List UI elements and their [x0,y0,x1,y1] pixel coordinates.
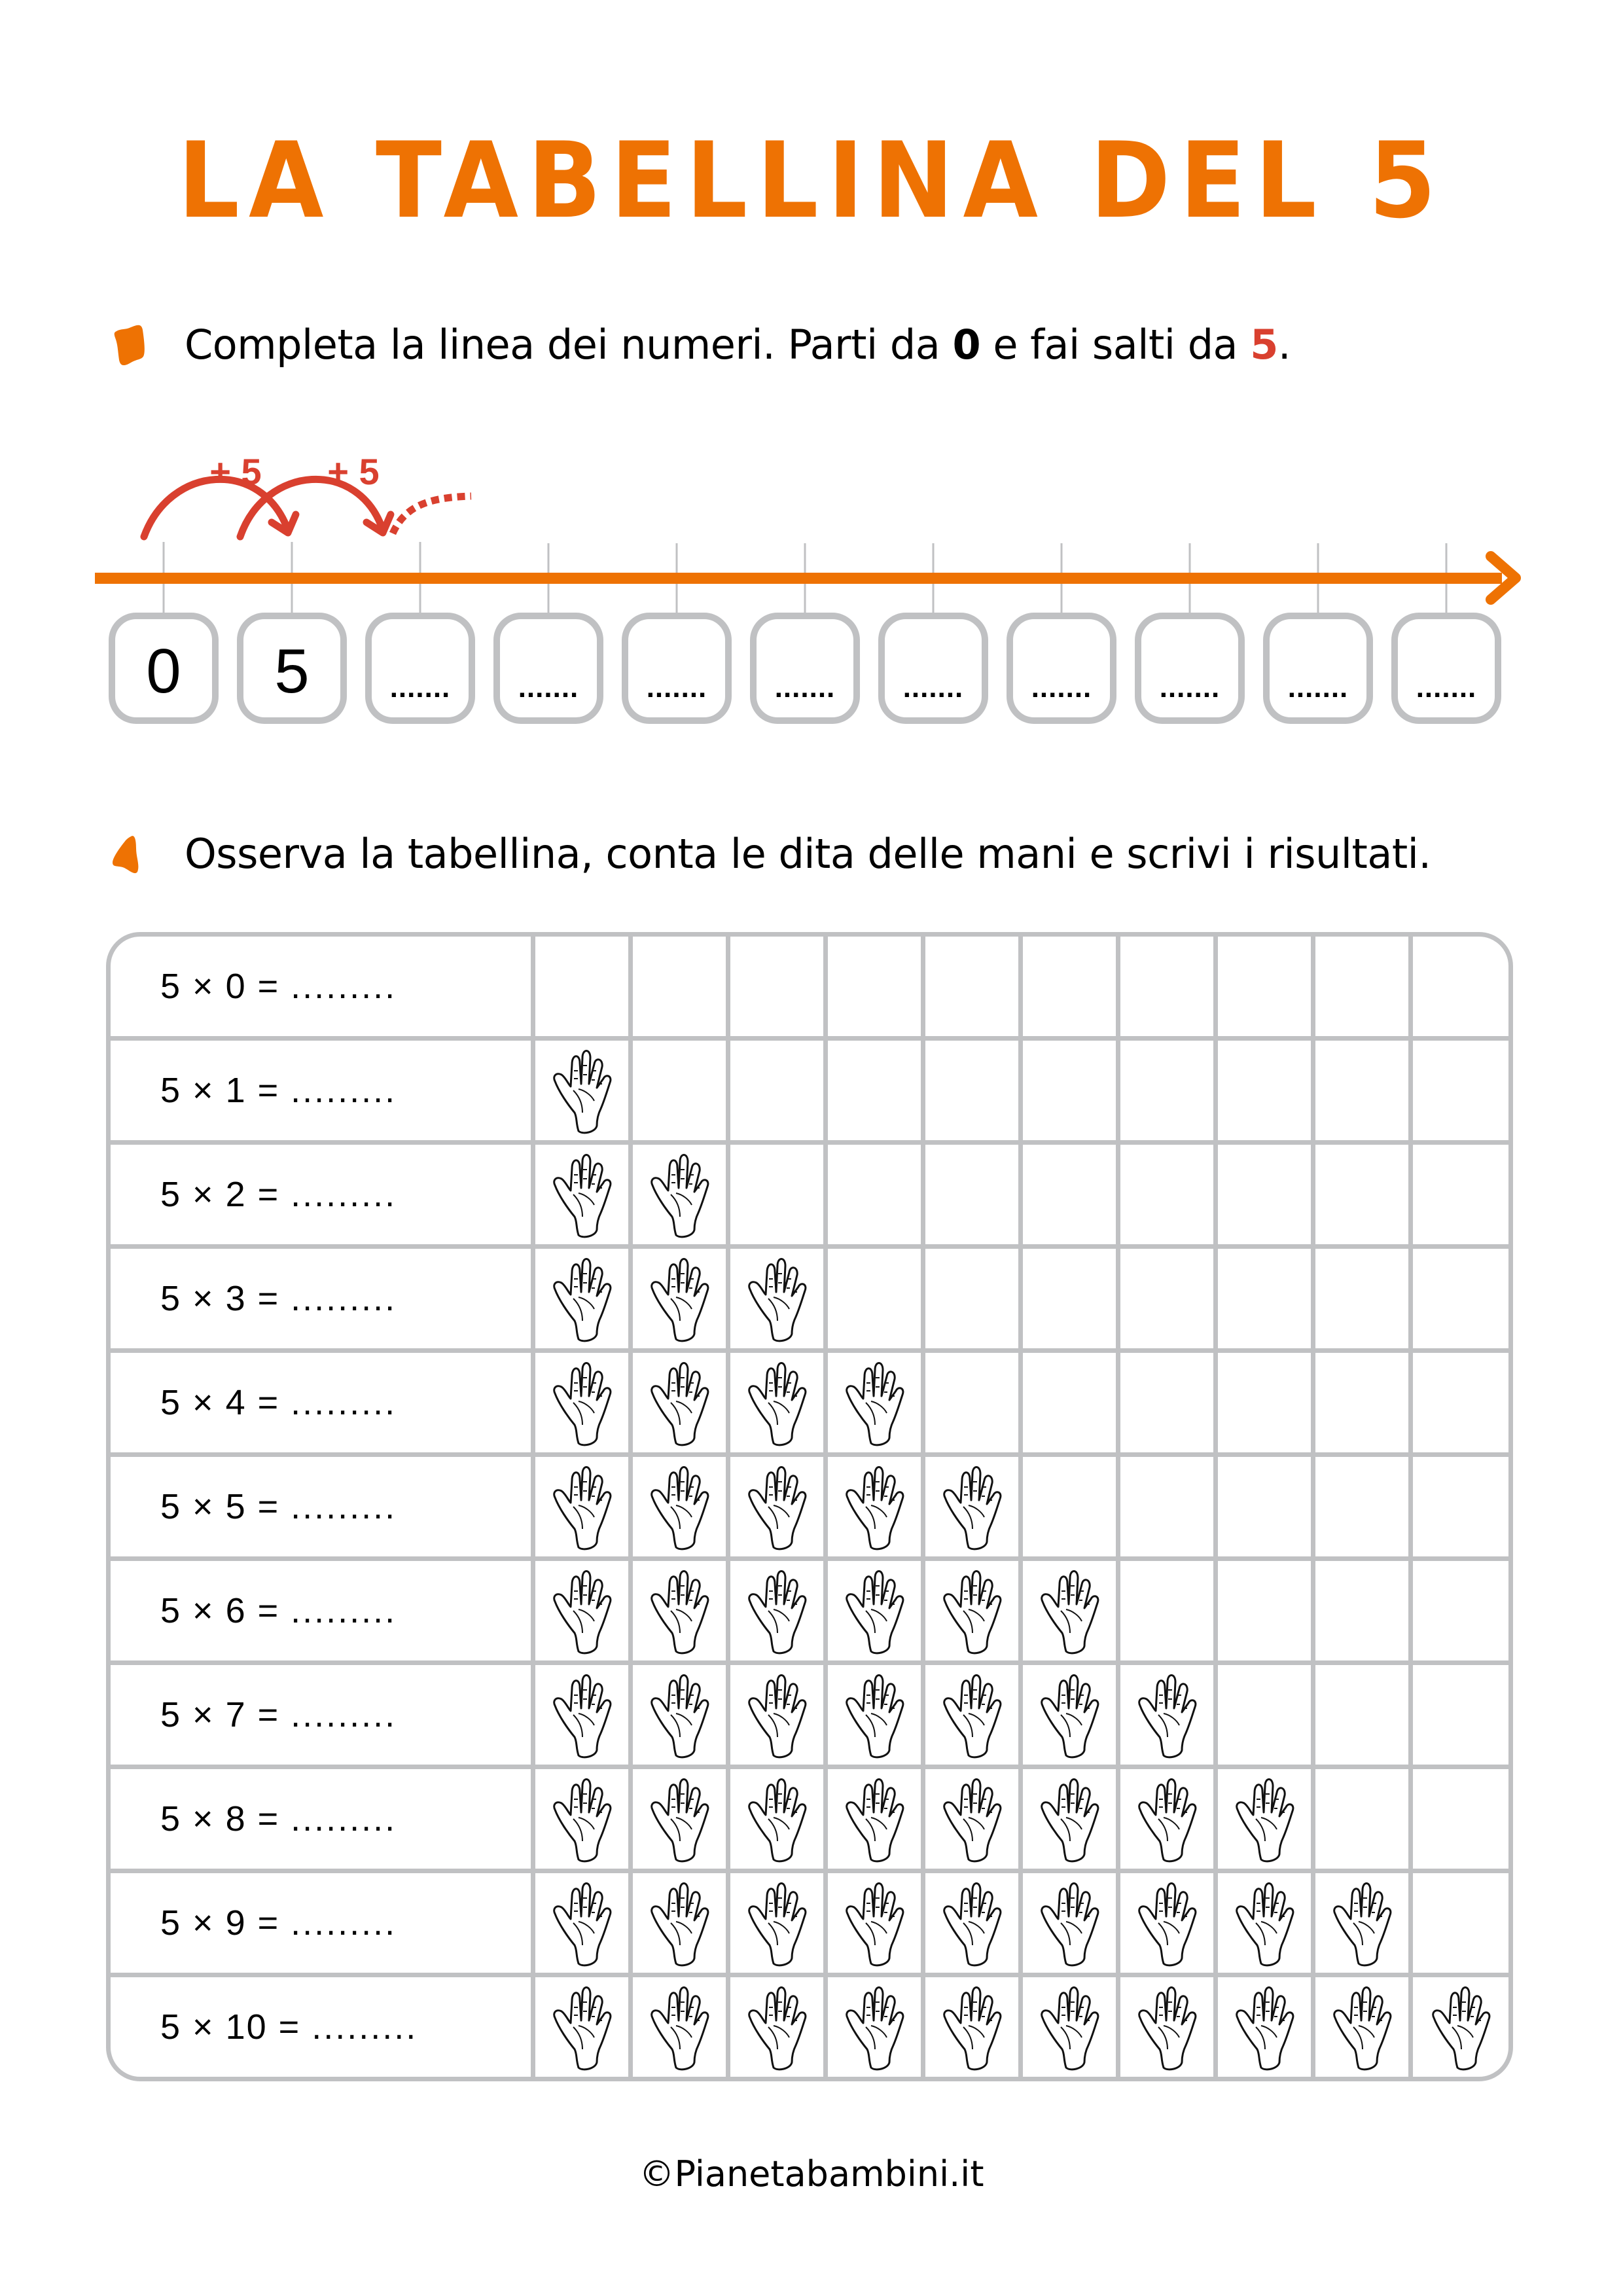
hand-cell [826,1143,923,1247]
number-line-axis [95,573,1502,584]
number-box [237,613,347,724]
table-row [111,1663,1508,1767]
hand-cell [923,1247,1021,1351]
hand-icon [741,1669,813,1761]
hand-cell [631,1143,728,1247]
hand-icon [643,1149,715,1240]
hand-icon [936,1773,1008,1865]
hand-cell [826,1871,923,1975]
hand-cell [533,1039,631,1143]
blank-placeholder: ....... [1159,672,1221,704]
hand-icon [643,1669,715,1761]
hand-cell [1313,1455,1411,1559]
hand-cell [728,1975,826,2077]
hand-icon [838,1877,910,1969]
equation-cell[interactable] [111,1559,533,1663]
answer-blank[interactable]: ......... [291,1903,397,1943]
equation-text: 5 × 3 = [160,1279,291,1318]
hand-icon [643,1461,715,1552]
hand-cell [1411,1559,1508,1663]
hand-icon [936,1565,1008,1657]
hand-cell [923,1871,1021,1975]
multiplication-table [106,932,1513,2081]
hand-cell [1411,1871,1508,1975]
equation [160,1799,397,1839]
hand-cell [728,1767,826,1871]
hand-icon [741,1461,813,1552]
hand-cell [533,1351,631,1455]
hand-cell [728,1663,826,1767]
hand-cell [826,1351,923,1455]
equation [160,1383,397,1422]
hand-cell [1021,1663,1118,1767]
blank-placeholder: ....... [1287,672,1349,704]
box-value: 0 [146,636,181,706]
exercise-2-text: Osserva la tabellina, conta le dita delle mani e scrivi i risultati. [185,830,1431,878]
answer-blank[interactable]: ......... [291,1383,397,1422]
equation-text: 5 × 8 = [160,1799,291,1839]
hand-icon [546,1253,618,1344]
hand-icon [838,1981,910,2073]
table-row [111,1559,1508,1663]
hand-cell [728,1247,826,1351]
hand-icon [838,1565,910,1657]
hand-cell [533,1247,631,1351]
hand-cell [1411,1455,1508,1559]
hand-cell [1021,1247,1118,1351]
hand-icon [1131,1981,1203,2073]
hand-cell [1118,1351,1216,1455]
jump-label-2: + 5 [327,451,380,492]
hand-cell [1118,1663,1216,1767]
answer-box[interactable] [1263,613,1373,724]
hand-cell [1118,1039,1216,1143]
hand-icon [1131,1669,1203,1761]
equation-text: 5 × 5 = [160,1487,291,1526]
worksheet-title: LA TABELLINA DEL 5 [177,120,1446,242]
equation-text: 5 × 10 = [160,2007,312,2047]
table-row [111,1039,1508,1143]
hand-cell [1313,1871,1411,1975]
table-row [111,1767,1508,1871]
table-row [111,1975,1508,2077]
hand-icon [1228,1877,1300,1969]
table-row [111,1871,1508,1975]
hand-cell [728,937,826,1039]
hand-cell [923,1559,1021,1663]
hand-cell [1021,1039,1118,1143]
hand-icon [936,1877,1008,1969]
hand-icon [1033,1565,1105,1657]
answer-box[interactable] [1007,613,1116,724]
equation [160,1071,397,1110]
equation-cell[interactable] [111,1455,533,1559]
hand-icon [546,1981,618,2073]
hand-cell [1216,1559,1313,1663]
hand-cell [631,1247,728,1351]
answer-blank[interactable]: ......... [291,1071,397,1110]
instruction-text-part: Completa la linea dei numeri. Parti da [185,321,953,368]
hand-cell [1118,1455,1216,1559]
equation-text: 5 × 0 = [160,967,291,1006]
start-number: 0 [952,321,981,368]
hand-cell [923,937,1021,1039]
hand-cell [631,1871,728,1975]
hand-icon [1033,1773,1105,1865]
equation-cell[interactable] [111,1143,533,1247]
hand-icon [1033,1981,1105,2073]
orange-blob-icon [111,325,152,365]
jump-arrow-continuation [393,496,471,533]
equation [160,1175,397,1214]
blank-placeholder: ....... [646,672,707,704]
hand-cell [533,1975,631,2077]
hand-cell [826,1663,923,1767]
step-number: 5 [1250,321,1278,368]
hand-cell [826,1767,923,1871]
hand-cell [1216,1975,1313,2077]
answer-blank[interactable]: ......... [291,1695,397,1734]
hand-cell [1021,1767,1118,1871]
hand-icon [1228,1773,1300,1865]
hand-cell [533,937,631,1039]
table-row [111,1247,1508,1351]
hand-cell [1021,1975,1118,2077]
hand-icon [741,1981,813,2073]
table-row [111,1143,1508,1247]
hand-cell [1313,1559,1411,1663]
answer-box[interactable] [493,613,603,724]
hand-icon [1326,1877,1398,1969]
hand-icon [643,1253,715,1344]
hand-cell [1411,1767,1508,1871]
hand-cell [1313,1351,1411,1455]
hand-cell [923,1767,1021,1871]
hand-icon [546,1357,618,1448]
hand-cell [533,1767,631,1871]
hand-icon [643,1565,715,1657]
hand-icon [1033,1669,1105,1761]
hand-cell [631,1559,728,1663]
answer-blank[interactable]: ......... [291,1591,397,1630]
orange-triangle-blob-icon [111,834,152,874]
hand-icon [1425,1981,1497,2073]
hand-cell [923,1351,1021,1455]
hand-icon [838,1357,910,1448]
hand-cell [533,1559,631,1663]
hand-cell [826,1975,923,2077]
equation [160,1279,397,1318]
hand-cell [1021,1351,1118,1455]
hand-cell [1216,1663,1313,1767]
hand-icon [546,1461,618,1552]
hand-cell [1411,1247,1508,1351]
exercise-1-instruction [111,321,1291,368]
hand-cell [1216,937,1313,1039]
hand-cell [1216,1767,1313,1871]
equation [160,1487,397,1526]
equation-cell[interactable] [111,1351,533,1455]
copyright-footer: ©Pianetabambini.it [639,2153,984,2195]
equation [160,1903,397,1943]
hand-cell [728,1559,826,1663]
hand-icon [643,1357,715,1448]
answer-box[interactable] [365,613,475,724]
hand-cell [631,937,728,1039]
hand-icon [1326,1981,1398,2073]
hand-icon [546,1877,618,1969]
hand-cell [923,1975,1021,2077]
hand-cell [631,1039,728,1143]
equation-text: 5 × 4 = [160,1383,291,1422]
equation-cell[interactable] [111,1975,533,2077]
hand-cell [1118,937,1216,1039]
hand-cell [826,937,923,1039]
hand-cell [1313,1767,1411,1871]
hand-cell [1313,1975,1411,2077]
hand-cell [631,1351,728,1455]
blank-placeholder: ....... [902,672,964,704]
answer-box[interactable] [750,613,860,724]
hand-cell [1313,937,1411,1039]
equation [160,2007,418,2047]
answer-blank[interactable]: ......... [312,2007,418,2047]
hand-cell [1118,1975,1216,2077]
answer-box[interactable] [878,613,988,724]
equation-cell[interactable] [111,1039,533,1143]
number-boxes [106,613,1520,730]
hand-icon [936,1981,1008,2073]
hand-cell [1411,937,1508,1039]
hand-cell [631,1455,728,1559]
equation-cell[interactable] [111,1247,533,1351]
jump-label-1: + 5 [209,451,262,492]
equation-cell[interactable] [111,937,533,1039]
hand-icon [838,1669,910,1761]
box-value: 5 [274,636,310,706]
answer-box[interactable] [622,613,732,724]
table-row [111,1351,1508,1455]
answer-blank[interactable]: ......... [291,1487,397,1526]
hand-cell [1021,1455,1118,1559]
hand-cell [1411,1663,1508,1767]
equation-text: 5 × 7 = [160,1695,291,1734]
hand-icon [546,1669,618,1761]
answer-box[interactable] [1135,613,1245,724]
hand-cell [1216,1039,1313,1143]
answer-blank[interactable]: ......... [291,1799,397,1839]
hand-icon [546,1149,618,1240]
hand-cell [1411,1039,1508,1143]
hand-cell [1216,1143,1313,1247]
hand-cell [826,1559,923,1663]
instruction-text-part: e fai salti da [980,321,1251,368]
hand-cell [923,1663,1021,1767]
exercise-2-instruction [111,830,1431,878]
hand-cell [1216,1247,1313,1351]
instruction-text-part: . [1277,321,1291,368]
exercise-1-text [185,321,1291,368]
hand-icon [643,1981,715,2073]
table-row [111,937,1508,1039]
hand-icon [546,1773,618,1865]
hand-cell [1118,1559,1216,1663]
hand-cell [1021,1559,1118,1663]
blank-placeholder: ....... [1031,672,1092,704]
hand-cell [728,1143,826,1247]
hand-cell [1313,1039,1411,1143]
hand-icon [741,1253,813,1344]
hand-cell [1216,1351,1313,1455]
equation-text: 5 × 2 = [160,1175,291,1214]
blank-placeholder: ....... [518,672,579,704]
number-box [109,613,219,724]
hand-cell [1118,1247,1216,1351]
hand-cell [728,1455,826,1559]
equation-text: 5 × 1 = [160,1071,291,1110]
hand-icon [1033,1877,1105,1969]
equation [160,967,397,1006]
hand-cell [826,1455,923,1559]
blank-placeholder: ....... [774,672,836,704]
hand-cell [728,1351,826,1455]
hand-cell [1313,1247,1411,1351]
hand-icon [741,1877,813,1969]
hand-cell [1411,1975,1508,2077]
hand-cell [923,1039,1021,1143]
hand-cell [1313,1143,1411,1247]
hand-cell [1216,1871,1313,1975]
hand-cell [1021,1871,1118,1975]
hand-icon [546,1045,618,1136]
hand-cell [1411,1351,1508,1455]
hand-cell [923,1143,1021,1247]
answer-box[interactable] [1391,613,1501,724]
hand-cell [533,1143,631,1247]
answer-blank[interactable]: ......... [291,967,397,1006]
hand-icon [1131,1773,1203,1865]
hand-cell [631,1767,728,1871]
blank-placeholder: ....... [389,672,451,704]
hand-icon [741,1565,813,1657]
table-row [111,1455,1508,1559]
hand-cell [1118,1143,1216,1247]
hand-cell [923,1455,1021,1559]
hand-cell [533,1871,631,1975]
hand-cell [728,1039,826,1143]
hand-cell [631,1975,728,2077]
hand-icon [741,1357,813,1448]
hand-cell [728,1871,826,1975]
hand-cell [1118,1767,1216,1871]
hand-cell [826,1247,923,1351]
answer-blank[interactable]: ......... [291,1279,397,1318]
hand-icon [643,1773,715,1865]
hand-cell [533,1663,631,1767]
equation [160,1591,397,1630]
hand-cell [1313,1663,1411,1767]
hand-cell [533,1455,631,1559]
hand-icon [546,1565,618,1657]
hand-cell [631,1663,728,1767]
hand-cell [1118,1871,1216,1975]
hand-icon [1131,1877,1203,1969]
hand-cell [1216,1455,1313,1559]
equation-text: 5 × 6 = [160,1591,291,1630]
equation-text: 5 × 9 = [160,1903,291,1943]
equation [160,1695,397,1734]
hand-icon [936,1669,1008,1761]
hand-cell [1021,937,1118,1039]
hand-icon [936,1461,1008,1552]
equation-cell[interactable] [111,1663,533,1767]
equation-cell[interactable] [111,1767,533,1871]
hand-icon [741,1773,813,1865]
hand-cell [1411,1143,1508,1247]
equation-cell[interactable] [111,1871,533,1975]
hand-icon [643,1877,715,1969]
answer-blank[interactable]: ......... [291,1175,397,1214]
hand-icon [838,1773,910,1865]
blank-placeholder: ....... [1416,672,1477,704]
hand-icon [838,1461,910,1552]
hand-cell [826,1039,923,1143]
hand-icon [1228,1981,1300,2073]
hand-cell [1021,1143,1118,1247]
